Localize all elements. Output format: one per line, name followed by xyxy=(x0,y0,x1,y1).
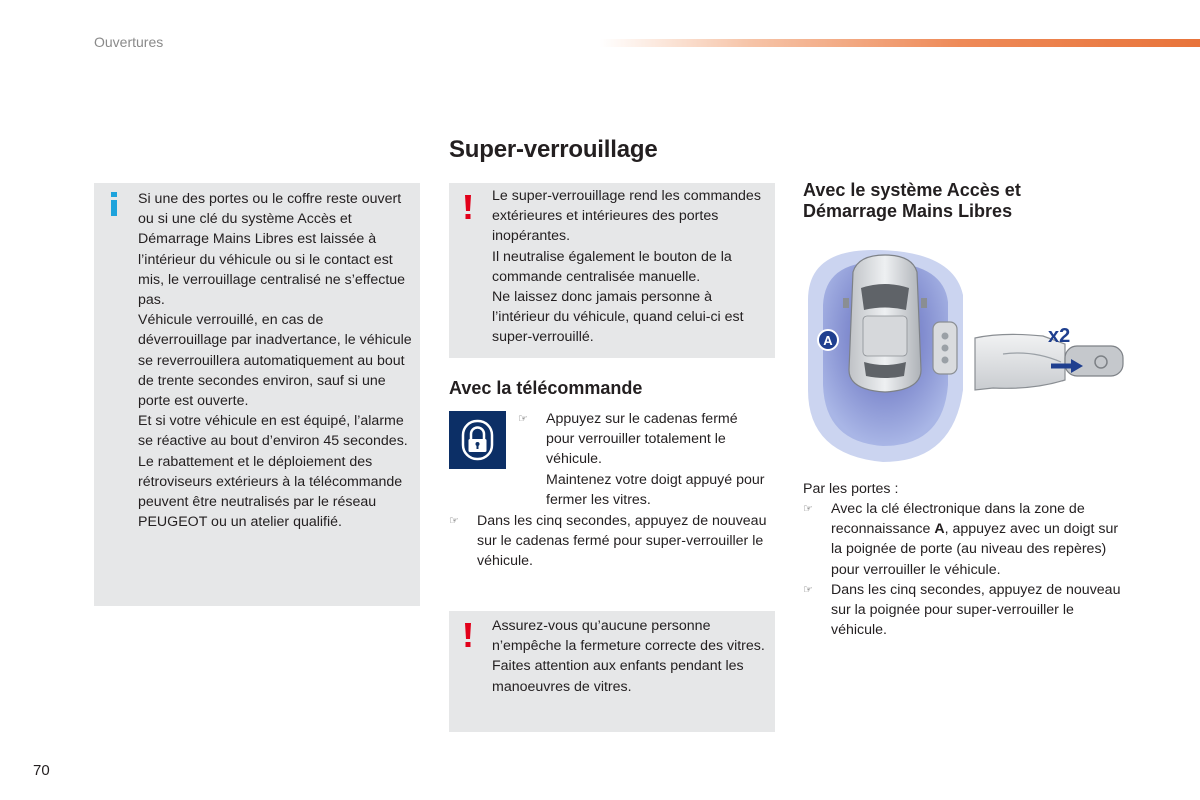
page-title: Super-verrouillage xyxy=(449,136,658,163)
portes-step-list xyxy=(803,499,1121,640)
warning-paragraph: Ne laissez donc jamais personne à l’intérieur du véhicule, quand celui-ci est super-verrouillé. xyxy=(492,289,744,346)
lock-button-tile xyxy=(449,411,506,469)
list-item xyxy=(803,580,1121,641)
warning-paragraph: Le super-verrouillage rend les commandes extérieures et intérieures des portes inopérantes. xyxy=(492,188,761,245)
warning-box-super-verrouillage xyxy=(449,183,775,358)
info-paragraph: Et si votre véhicule en est équipé, l’alarme se réactive au bout d’environ 45 secondes. xyxy=(138,413,408,450)
car-door-handle-illustration xyxy=(803,250,1133,465)
info-box-text xyxy=(138,189,413,532)
portes-step-1-text: Avec la clé électronique dans la zone de reconnaissance xyxy=(831,501,1085,538)
section-title: Ouvertures xyxy=(94,34,164,50)
info-paragraph: Véhicule verrouillé, en cas de déverrouillage par inadvertance, le véhicule se reverrouillera automatiquement au bout de trente secondes environ, sauf si une porte est ouverte. xyxy=(138,312,412,410)
warning-icon xyxy=(464,623,472,647)
warning-box-vitres xyxy=(449,611,775,732)
telecommande-heading: Avec la télécommande xyxy=(449,378,643,398)
info-icon xyxy=(110,192,118,216)
warning-box-text xyxy=(492,186,772,348)
header-accent-bar xyxy=(600,39,1200,47)
portes-intro: Par les portes : xyxy=(803,481,899,497)
lock-icon xyxy=(449,411,506,469)
pointing-hand-icon: ☞ xyxy=(518,413,528,425)
car-top-view-icon xyxy=(843,255,927,392)
acces-mains-libres-heading: Avec le système Accès et Démarrage Mains Libres xyxy=(803,180,1021,221)
zone-reference: A xyxy=(934,521,945,538)
warning-paragraph: Assurez-vous qu’aucune personne n’empêche la fermeture correcte des vitres. xyxy=(492,618,765,655)
pointing-hand-icon: ☞ xyxy=(803,503,813,515)
info-paragraph: Si une des portes ou le coffre reste ouvert ou si une clé du système Accès et Démarrage Mains Libres est laissée à l’intérieur du véhicule ou si le contact est mis, le verrouillage centralisé ne s’effectue pas. xyxy=(138,191,406,309)
electronic-key-icon xyxy=(933,322,957,374)
telecommande-step-list xyxy=(518,409,768,510)
telecommande-step-2: Dans les cinq secondes, appuyez de nouveau sur le cadenas fermé pour super-verrouiller le véhicule. xyxy=(477,513,767,570)
press-count-label: x2 xyxy=(1048,325,1071,347)
zone-label: A xyxy=(823,333,833,348)
telecommande-step-1: Appuyez sur le cadenas fermé pour verrouiller totalement le véhicule. xyxy=(546,411,738,468)
portes-step-2-text: Dans les cinq secondes, appuyez de nouveau sur la poignée pour super-verrouiller le véhicule. xyxy=(831,581,1121,639)
telecommande-step-list-2 xyxy=(449,511,771,572)
warning-icon xyxy=(464,195,472,219)
info-box xyxy=(94,183,420,606)
info-paragraph: Le rabattement et le déploiement des rétroviseurs extérieurs à la télécommande peuvent être neutralisés par le réseau PEUGEOT ou un atelier qualifié. xyxy=(138,453,403,531)
list-item xyxy=(518,409,768,510)
telecommande-step-1-note: Maintenez votre doigt appuyé pour fermer les vitres. xyxy=(546,471,765,508)
list-item xyxy=(449,511,771,572)
warning-paragraph: Faites attention aux enfants pendant les manoeuvres de vitres. xyxy=(492,658,744,695)
warning-paragraph: Il neutralise également le bouton de la commande centralisée manuelle. xyxy=(492,248,732,285)
portes-step-1-text-end: , appuyez avec un doigt sur la poignée de porte (au niveau des repères) pour verrouiller le véhicule. xyxy=(831,521,1119,578)
pointing-hand-icon: ☞ xyxy=(803,583,813,596)
warning-box-text xyxy=(492,616,772,697)
list-item xyxy=(803,499,1121,580)
page-number: 70 xyxy=(33,762,50,779)
pointing-hand-icon: ☞ xyxy=(449,515,459,527)
